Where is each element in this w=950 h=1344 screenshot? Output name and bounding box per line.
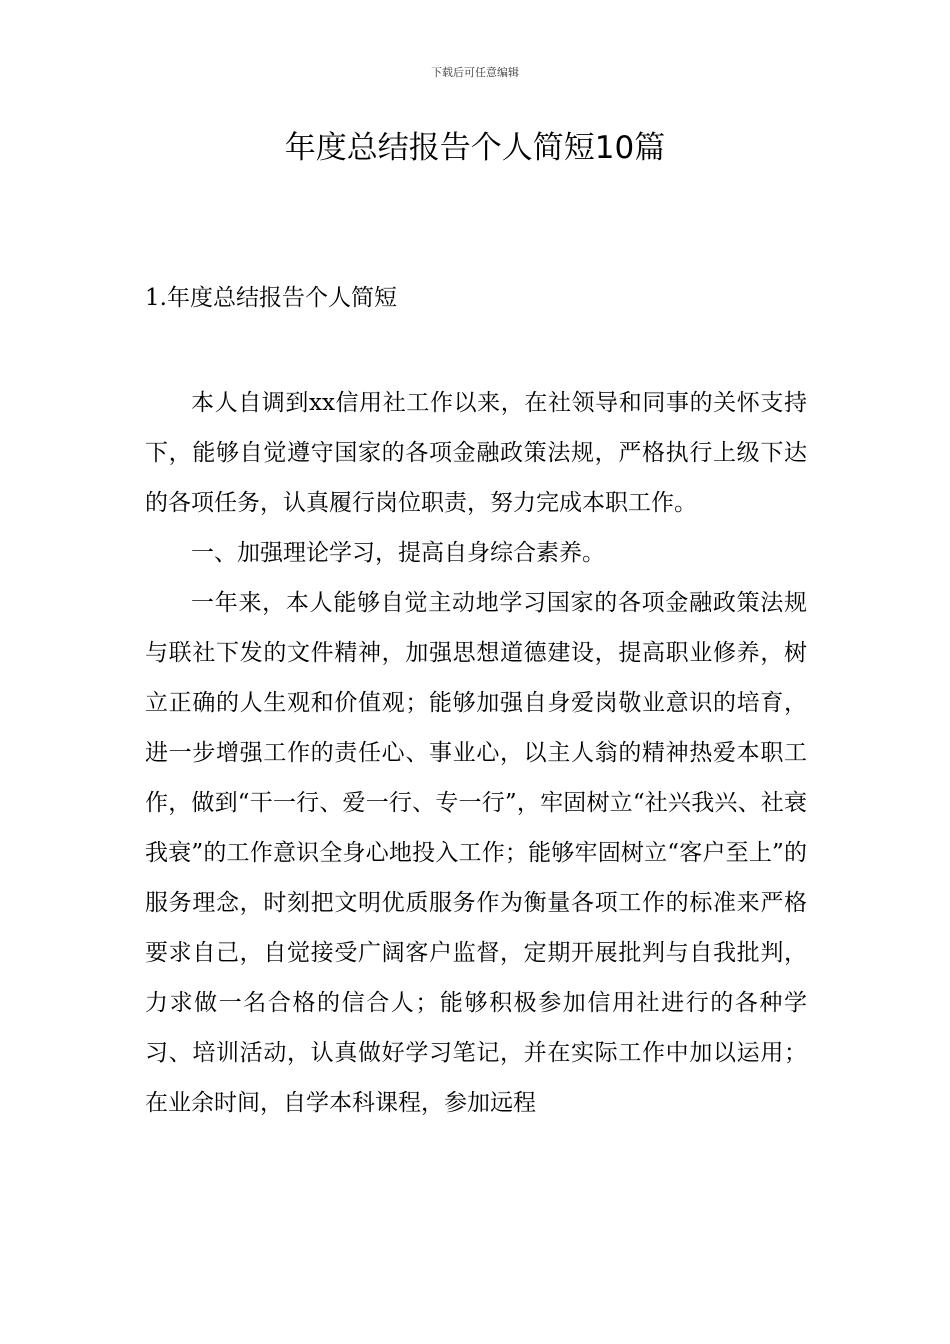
section-heading: 1.年度总结报告个人简短 — [145, 285, 397, 311]
header-note: 下载后可任意编辑 — [431, 66, 519, 79]
paragraph-intro: 本人自调到xx信用社工作以来，在社领导和同事的关怀支持下，能够自觉遵守国家的各项金融政策法规，严格执行上级下达的各项任务，认真履行岗位职责，努力完成本职工作。 — [145, 390, 807, 516]
document-title: 年度总结报告个人简短10篇 — [284, 130, 666, 166]
document-body — [145, 378, 807, 1128]
paragraph-subheading: 一、加强理论学习，提高自身综合素养。 — [191, 540, 605, 566]
paragraph-study: 一年来，本人能够自觉主动地学习国家的各项金融政策法规与联社下发的文件精神，加强思想道德建设，提高职业修养，树立正确的人生观和价值观；能够加强自身爱岗敬业意识的培育，进一步增强工作的责任心、事业心，以主人翁的精神热爱本职工作，做到“干一行、爱一行、专一行”，牢固树立“社兴我兴、社衰我衰”的工作意识全身心地投入工作；能够牢固树立“客户至上”的服务理念，时刻把文明优质服务作为衡量各项工作的标准来严格要求自己，自觉接受广阔客户监督，定期开展批判与自我批判，力求做一名合格的信合人；能够积极参加信用社进行的各种学习、培训活动，认真做好学习笔记，并在实际工作中加以运用；在业余时间，自学本科课程，参加远程 — [145, 590, 807, 1116]
